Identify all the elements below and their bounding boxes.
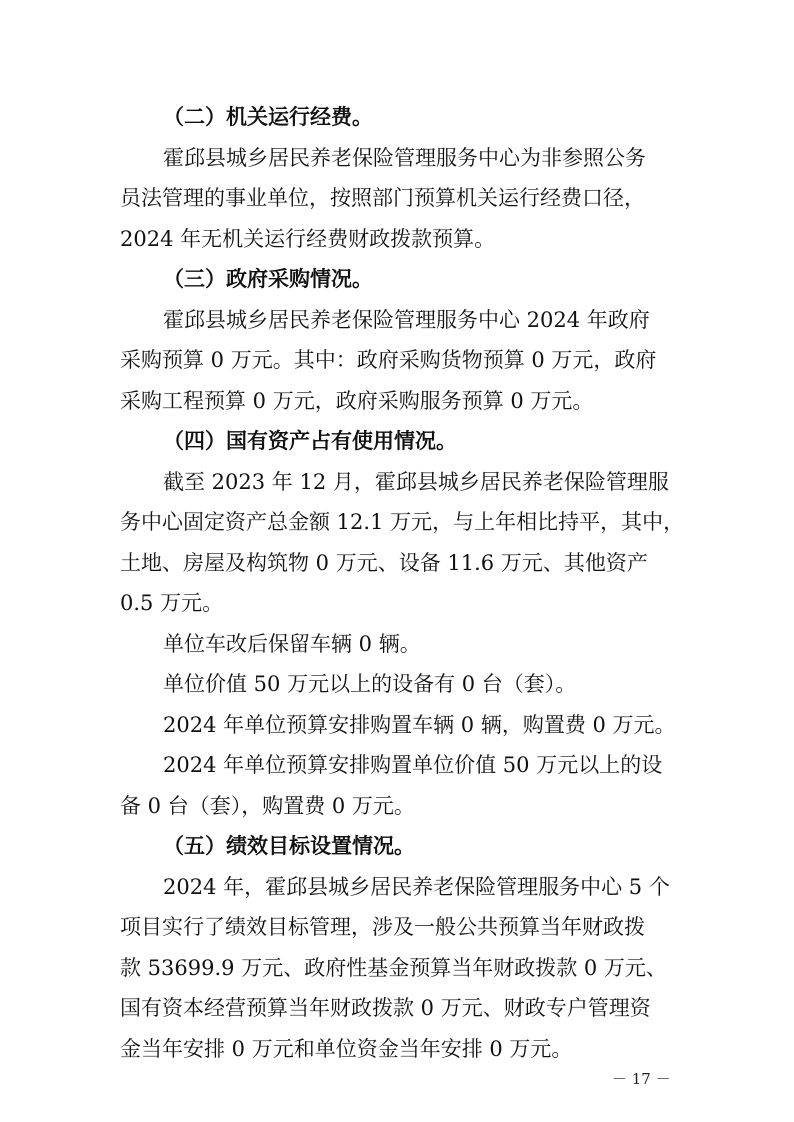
paragraph-line: 务中心固定资产总金额 12.1 万元，与上年相比持平，其中，	[120, 510, 685, 534]
paragraph-line: 2024 年单位预算安排购置单位价值 50 万元以上的设	[163, 753, 663, 777]
paragraph-line: 土地、房屋及构筑物 0 万元、设备 11.6 万元、其他资产	[120, 550, 648, 575]
paragraph-line: 采购工程预算 0 万元，政府采购服务预算 0 万元。	[120, 388, 594, 413]
paragraph-line: 项目实行了绩效目标管理，涉及一般公共预算当年财政拨	[120, 915, 645, 939]
paragraph-line: 0.5 万元。	[120, 591, 224, 615]
paragraph-line: 2024 年单位预算安排购置车辆 0 辆，购置费 0 万元。	[163, 712, 676, 737]
paragraph-line: 霍邱县城乡居民养老保险管理服务中心 2024 年政府	[163, 307, 650, 332]
section-heading-2: （二）机关运行经费。	[163, 104, 373, 129]
paragraph-line: 单位车改后保留车辆 0 辆。	[163, 631, 421, 656]
paragraph-line: 员法管理的事业单位，按照部门预算机关运行经费口径，	[120, 186, 645, 210]
page-number: － 17 －	[612, 1069, 671, 1088]
paragraph-line: 2024 年无机关运行经费财政拨款预算。	[120, 226, 496, 251]
paragraph-line: 2024 年，霍邱县城乡居民养老保险管理服务中心 5 个	[163, 874, 670, 899]
section-heading-4: （四）国有资产占有使用情况。	[163, 428, 457, 453]
paragraph-line: 采购预算 0 万元。其中：政府采购货物预算 0 万元，政府	[120, 348, 657, 372]
section-heading-3: （三）政府采购情况。	[163, 266, 373, 291]
paragraph-line: 单位价值 50 万元以上的设备有 0 台（套）。	[163, 672, 577, 696]
paragraph-line: 金当年安排 0 万元和单位资金当年安排 0 万元。	[120, 1036, 573, 1061]
paragraph-line: 国有资本经营预算当年财政拨款 0 万元、财政专户管理资	[120, 996, 651, 1020]
paragraph-line: 霍邱县城乡居民养老保险管理服务中心为非参照公务	[163, 145, 646, 170]
paragraph-line: 截至 2023 年 12 月，霍邱县城乡居民养老保险管理服	[163, 469, 669, 494]
paragraph-line: 款 53699.9 万元、政府性基金预算当年财政拨款 0 万元、	[120, 955, 667, 980]
paragraph-line: 备 0 台（套），购置费 0 万元。	[120, 793, 415, 818]
section-heading-5: （五）绩效目标设置情况。	[163, 833, 415, 858]
